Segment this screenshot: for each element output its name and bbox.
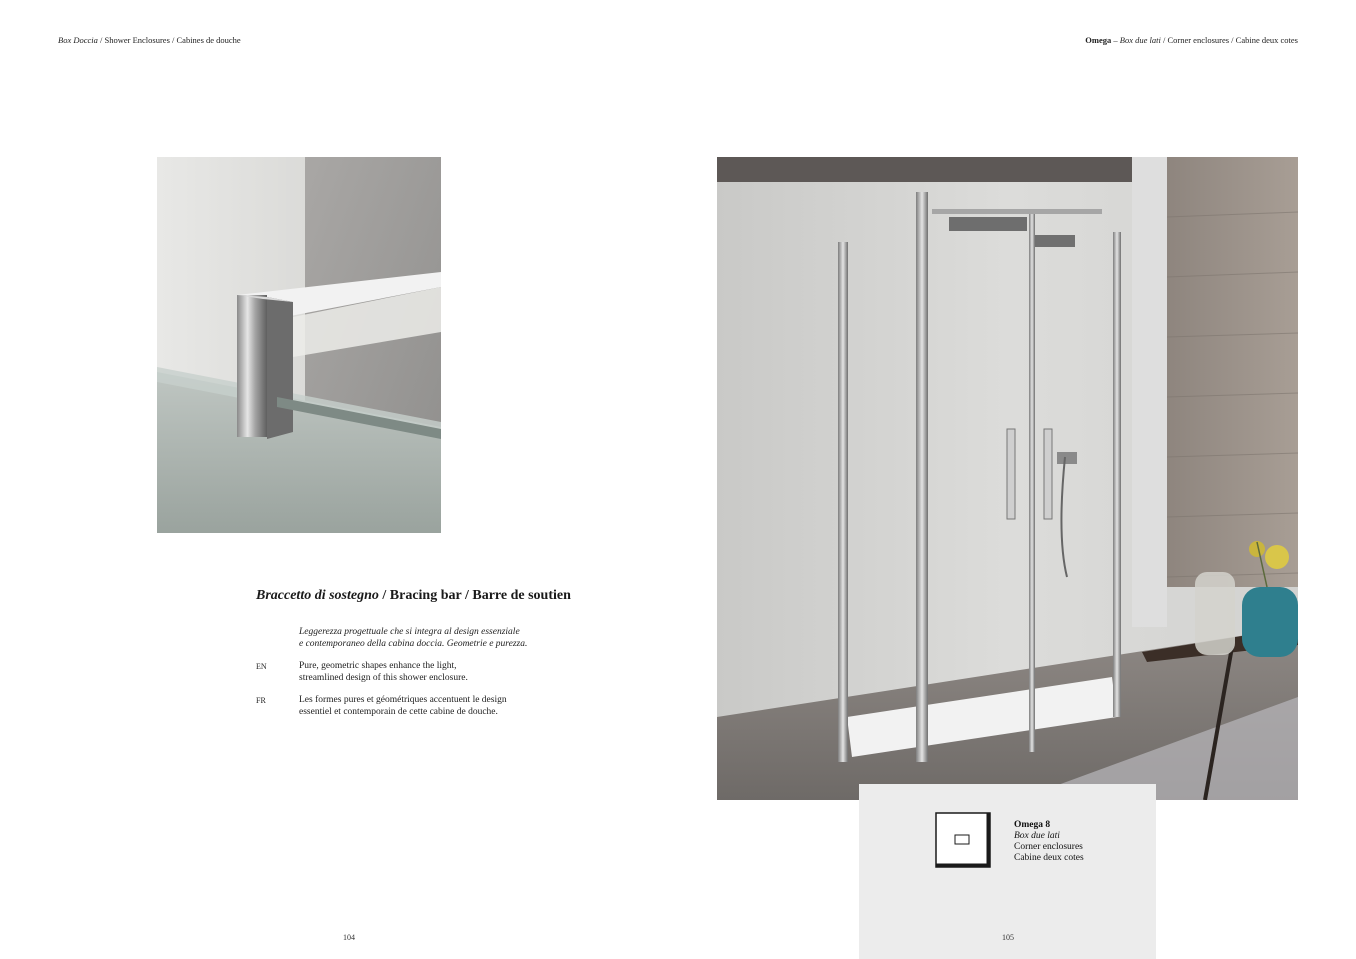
description-it-line1: Leggerezza progettuale che si integra al design essenziale — [299, 627, 520, 637]
description-it-line2: e contemporaneo della cabina doccia. Geometrie e purezza. — [299, 638, 528, 649]
page-number-right: 105 — [1002, 933, 1014, 942]
bracing-bar-photo — [157, 157, 441, 533]
description-en-line1: Pure, geometric shapes enhance the light, — [299, 661, 457, 671]
lang-label-fr: FR — [256, 696, 266, 705]
header-left-rest: / Shower Enclosures / Cabines de douche — [97, 35, 241, 45]
description-fr-line2: essentiel et contemporain de cette cabine de douche. — [299, 706, 498, 717]
description-fr-line1: Les formes pures et géométriques accentuent le design — [299, 695, 507, 705]
product-type-en: Corner enclosures — [1014, 842, 1083, 852]
section-title — [256, 588, 571, 604]
header-right-sep: – — [1111, 35, 1120, 45]
product-type-fr: Cabine deux cotes — [1014, 853, 1084, 863]
header-right — [1085, 35, 1298, 45]
section-title-rest: / Bracing bar / Barre de soutien — [378, 588, 571, 603]
header-right-rest: / Corner enclosures / Cabine deux cotes — [1160, 35, 1298, 45]
header-right-italic: Box due lati — [1119, 35, 1161, 45]
section-title-italic: Braccetto di sostegno — [256, 588, 379, 603]
header-left — [58, 35, 241, 45]
enclosure-plan-icon — [934, 811, 992, 869]
shower-enclosure-photo — [717, 157, 1298, 800]
description-en-line2: streamlined design of this shower enclosure. — [299, 672, 468, 683]
page-number-left: 104 — [343, 933, 355, 942]
product-type-it: Box due lati — [1014, 831, 1060, 841]
lang-label-en: EN — [256, 662, 267, 671]
product-name: Omega 8 — [1014, 820, 1051, 830]
header-right-brand: Omega — [1085, 35, 1112, 45]
header-left-italic: Box Doccia — [58, 35, 98, 45]
